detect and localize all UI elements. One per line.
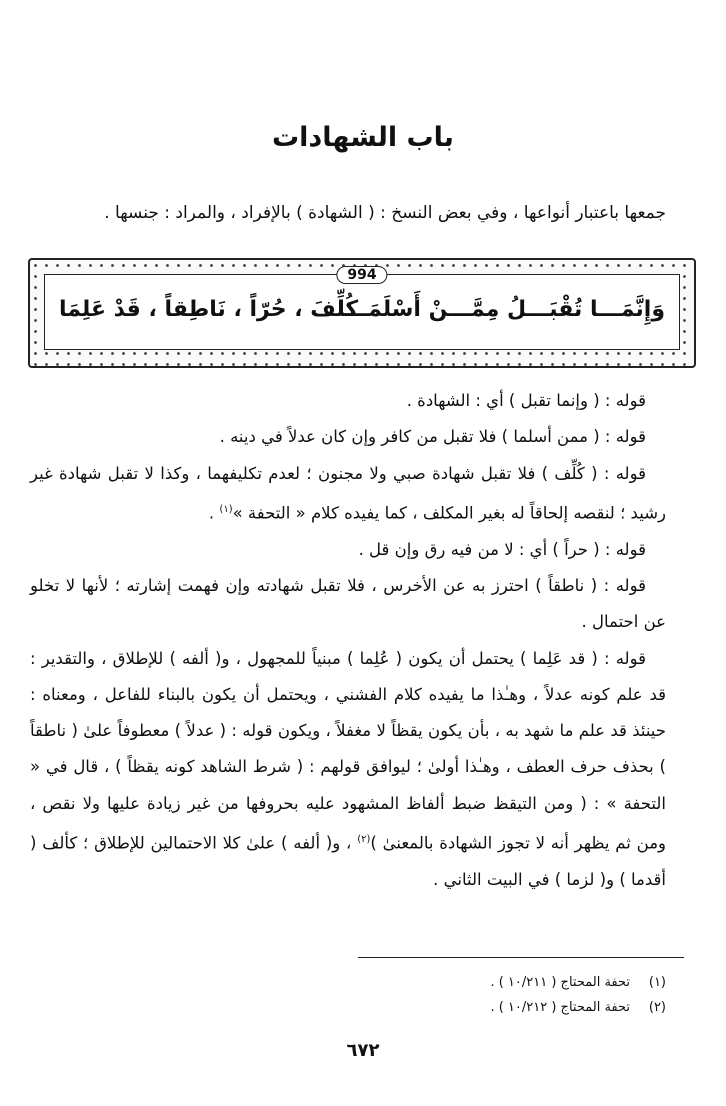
- paragraph-kullifa: قوله : ( كُلِّف ) فلا تقبل شهادة صبي ولا مجنون ؛ لعدم تكليفهما ، وكذا لا تقبل شهادة غير رشيد ؛ لنقصه إلحاقاً له بغير المكلف ، كما يفيده كلام « التحفة »$^{(١)}$ .: [30, 463, 666, 523]
- paragraph-hurran: قوله : ( حراً ) أي : لا من فيه رق وإن قل .: [358, 539, 646, 559]
- paragraph-wa-innama: قوله : ( وإنما تقبل ) أي : الشهادة .: [406, 391, 646, 410]
- footnote-text: تحفة المحتاج ( ١٠/٢١٢ ) .: [490, 1000, 630, 1015]
- footnote-text: تحفة المحتاج ( ١٠/٢١١ ) .: [490, 975, 630, 990]
- footnote-number: (١): [648, 975, 666, 990]
- footnote-item: [490, 970, 666, 995]
- verse-number: 994: [336, 266, 387, 284]
- footnote-number: (٢): [648, 1000, 666, 1015]
- intro-text: جمعها باعتبار أنواعها ، وفي بعض النسخ : ( الشهادة ) بالإفراد ، والمراد : جنسها .: [104, 203, 666, 223]
- paragraph-mimman-aslama: قوله : ( ممن أسلما ) فلا تقبل من كافر وإن كان عدلاً في دينه .: [219, 427, 646, 447]
- verse-second-hemistich: كُلِّفَ ، حُرّاً ، نَاطِقاً ، قَدْ عَلِمَا: [59, 297, 359, 322]
- verse-frame: [28, 258, 696, 368]
- footnote-item: [490, 995, 666, 1020]
- footnotes: [490, 970, 666, 1020]
- page-number: ٦٧٢: [346, 1040, 380, 1061]
- footnote-divider: [358, 957, 684, 958]
- chapter-title: باب الشهادات: [272, 122, 454, 153]
- footnote-ref-2: (٢): [357, 834, 371, 846]
- commentary-body: [30, 383, 666, 898]
- verse-inner-panel: [44, 267, 680, 350]
- paragraph-qad-alima: قوله : ( قد عَلِما ) يحتمل أن يكون ( عُلِما ) مبنياً للمجهول ، و( ألفه ) للإطلاق ، والتقدير : قد علم كونه عدلاً ، وهـٰذا ما يفيده كلام الفشني ، ويحتمل أن يكون بالبناء للفاعل ، ومعناه : حينئذ قد علم ما شهد به ، بأن يكون يقظاً لا مغفلاً ، ويكون قوله : ( عدلاً ) معطوفاً علىٰ ( ناطقاً ) بحذف حرف العطف ، وهـٰذا أولىٰ ؛ ليوافق قولهم : ( شرط الشاهد كونه يقظاً ) ، قال في « التحفة » : ( ومن التيقظ ضبط ألفاظ المشهود عليه بحروفها من غير زيادة عليها ولا نقص ، ومن ثم يظهر أنه لا تجوز الشهادة بالمعنىٰ )$^{(٢)}$ ، و( ألفه ) علىٰ كلا الاحتمالين للإطلاق ؛ كألف ( أقدما ) و( لزما ) في البيت الثاني .: [30, 648, 666, 889]
- verse-first-hemistich: وَإِنَّمَـــا تُقْبَـــلُ مِمَّـــنْ أَسْلَمَـــا: [337, 297, 665, 322]
- paragraph-natiqan: قوله : ( ناطقاً ) احترز به عن الأخرس ، فلا تقبل شهادته وإن فهمت إشارته ؛ لأنها لا تخلو عن احتمال .: [30, 575, 666, 632]
- footnote-ref-1: (١): [219, 503, 233, 515]
